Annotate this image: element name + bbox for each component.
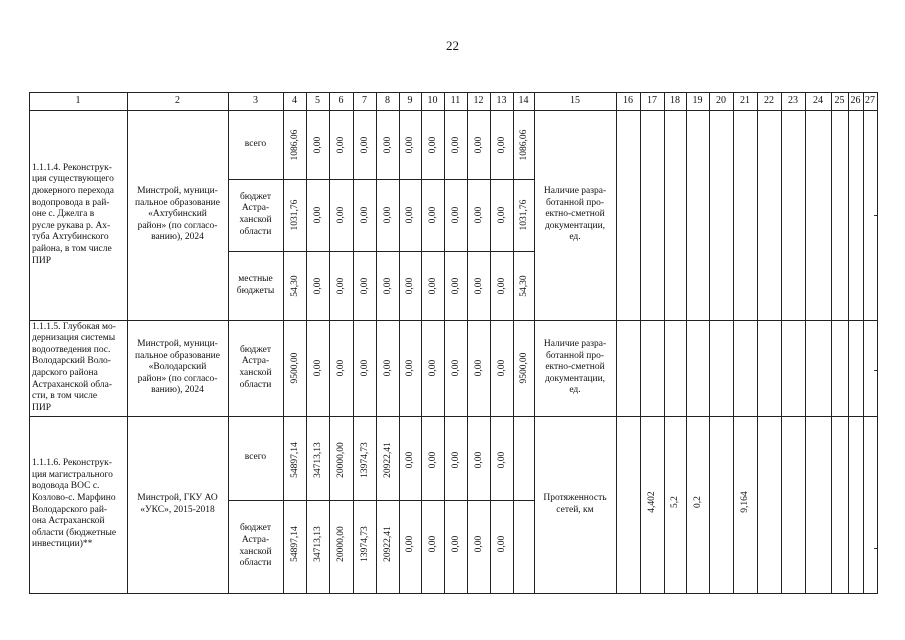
funding-source-line: Астра-	[241, 203, 270, 214]
funding-value: 0,00	[336, 277, 346, 294]
table-rule	[709, 92, 710, 593]
measure-executor-line: Минстрой, муници-	[137, 339, 218, 350]
table-rule	[664, 92, 665, 593]
funding-value: 0,00	[496, 535, 507, 553]
column-header: 17	[647, 95, 657, 106]
page-number: 22	[446, 38, 459, 53]
funding-value: 0,00	[450, 359, 461, 377]
column-header: 10	[427, 95, 438, 106]
column-header: 21	[740, 95, 750, 106]
column-header: 11	[450, 95, 461, 106]
measure-name-line: сти, в том числе	[32, 391, 98, 402]
funding-source	[231, 320, 280, 416]
column-header: 22	[764, 95, 774, 106]
funding-value: 0,00	[312, 359, 323, 377]
table-rule	[353, 92, 354, 593]
measure-executor-line: район» (по согласо-	[137, 220, 218, 231]
result-value: 5,2	[670, 496, 680, 508]
funding-source	[231, 500, 280, 593]
table-rule	[306, 92, 307, 593]
table-rule	[329, 92, 330, 593]
measure-indicator-line: документации,	[544, 373, 606, 384]
funding-value: 0,00	[427, 277, 438, 294]
measure-executor-line: пальное образование	[135, 350, 220, 361]
funding-value: 0,00	[336, 359, 346, 377]
funding-value: 0,00	[405, 206, 415, 224]
funding-value: 0,00	[359, 277, 370, 294]
column-header: 19	[692, 95, 703, 106]
funding-value: 9500,00	[289, 352, 300, 384]
column-header: 14	[518, 95, 529, 106]
measure-name-line: дюкерного перехода	[32, 186, 114, 197]
measure-indicator-line: ед.	[569, 385, 581, 396]
funding-value: 1031,76	[518, 199, 529, 231]
margin-mark	[874, 215, 877, 216]
funding-source	[231, 110, 280, 179]
measure-indicator-line: ботанной про-	[545, 197, 605, 208]
funding-source-line: Астра-	[241, 356, 270, 367]
funding-value: 0,00	[359, 136, 370, 153]
funding-value: 1031,76	[289, 199, 300, 231]
measure-name-line: инвестиции)**	[32, 539, 93, 550]
measure-indicator	[537, 320, 613, 416]
funding-value: 0,00	[473, 359, 484, 377]
column-header: 3	[253, 95, 258, 106]
column-header: 18	[670, 95, 680, 106]
measure-indicator-line: документации,	[544, 220, 606, 231]
funding-value: 0,00	[496, 206, 507, 224]
funding-value: 20000,00	[336, 442, 346, 478]
result-value: 0,2	[692, 496, 703, 508]
funding-value: 0,00	[382, 206, 393, 224]
funding-value: 20000,00	[336, 526, 346, 562]
measure-name-line: 1.1.1.5. Глубокая мо-	[32, 321, 116, 332]
measure-indicator-line: ектно-сметной	[545, 362, 605, 373]
table-rule	[421, 92, 422, 593]
funding-value: 0,00	[382, 359, 393, 377]
measure-indicator-line: ед.	[569, 232, 581, 243]
table-rule	[490, 92, 491, 593]
funding-source-line: всего	[244, 138, 267, 149]
funding-source-line: бюджет	[239, 344, 272, 355]
funding-value: 0,00	[427, 535, 438, 553]
funding-source-line: ханской	[239, 546, 272, 557]
column-header: 9	[407, 95, 413, 106]
funding-value: 0,00	[427, 359, 438, 377]
measure-name-line: района, в том числе	[32, 243, 112, 254]
funding-value: 0,00	[427, 206, 438, 224]
column-header: 7	[362, 95, 367, 106]
funding-value: 0,00	[450, 535, 461, 553]
measure-name-line: ПИР	[32, 402, 52, 413]
funding-value: 0,00	[427, 136, 438, 153]
measure-executor-line: пальное образование	[135, 197, 220, 208]
table-rule	[616, 92, 617, 593]
funding-value: 0,00	[382, 136, 393, 153]
funding-value: 0,00	[473, 136, 484, 153]
funding-value: 0,00	[496, 359, 507, 377]
funding-value: 0,00	[359, 359, 370, 377]
measure-executor-line: Минстрой, ГКУ АО	[137, 492, 218, 503]
column-header: 13	[496, 95, 507, 106]
column-header: 12	[473, 95, 484, 106]
table-rule	[733, 92, 734, 593]
funding-value: 0,00	[496, 136, 507, 153]
funding-source-line: области	[239, 558, 272, 569]
funding-value: 0,00	[359, 206, 370, 224]
funding-value: 0,00	[496, 451, 507, 469]
measure-name	[32, 110, 124, 320]
measure-name-line: Козлово-с. Марфино	[32, 492, 116, 503]
measure-name-line: водовода ВОС с.	[32, 481, 100, 492]
margin-mark	[874, 370, 877, 371]
measure-executor-line: «Володарский	[148, 362, 207, 373]
measure-indicator-line: ектно-сметной	[545, 209, 605, 220]
funding-value: 0,00	[496, 277, 507, 294]
result-value: 9,164	[740, 491, 750, 513]
measure-indicator	[537, 110, 613, 320]
measure-executor	[130, 320, 225, 416]
funding-value: 0,00	[405, 359, 415, 377]
column-header: 25	[834, 95, 845, 106]
measure-executor	[130, 110, 225, 320]
funding-source	[231, 179, 280, 251]
funding-source-line: всего	[244, 452, 267, 463]
measure-name-line: 1.1.1.6. Реконструк-	[32, 458, 112, 469]
result-value: 4,402	[647, 491, 657, 513]
funding-source-line: области	[239, 226, 272, 237]
funding-source-line: Астра-	[241, 534, 270, 545]
funding-source	[231, 416, 280, 500]
funding-value: 0,00	[336, 136, 346, 153]
funding-value: 1086,06	[289, 129, 300, 160]
measure-name-line: ПИР	[32, 255, 52, 266]
column-header: 6	[338, 95, 344, 106]
funding-source-line: бюджет	[239, 191, 272, 202]
funding-source	[231, 251, 280, 320]
funding-value: 13974,73	[359, 526, 370, 562]
table-rule	[686, 92, 687, 593]
column-header: 20	[716, 95, 726, 106]
measure-name-line: дернизация системы	[32, 333, 116, 344]
funding-value: 0,00	[427, 451, 438, 469]
table-rule	[29, 92, 30, 593]
funding-value: 20922,41	[382, 526, 393, 562]
funding-value: 34713,13	[312, 442, 323, 478]
table-rule	[863, 92, 864, 593]
measure-name-line: области (бюджетные	[32, 527, 117, 538]
table-rule	[877, 92, 878, 593]
column-header: 2	[175, 95, 180, 106]
funding-value: 0,00	[312, 206, 323, 224]
funding-value: 0,00	[473, 535, 484, 553]
measure-name-line: ция магистрального	[32, 469, 113, 480]
funding-value: 0,00	[382, 277, 393, 294]
funding-value: 13974,73	[359, 442, 370, 478]
measure-executor-line: «Ахтубинский	[148, 209, 207, 220]
measure-name-line: Астраханской обла-	[32, 379, 113, 390]
column-header: 23	[788, 95, 798, 106]
table-rule	[376, 92, 377, 593]
column-header: 5	[315, 95, 320, 106]
funding-value: 0,00	[405, 136, 415, 153]
measure-name-line: Володарский Воло-	[32, 356, 111, 367]
table-rule	[831, 92, 832, 593]
funding-value: 0,00	[312, 136, 323, 153]
measure-name-line: водоотведения пос.	[32, 344, 111, 355]
funding-value: 54897,14	[289, 526, 300, 562]
funding-source-line: ханской	[239, 215, 272, 225]
measure-name-line: дарского района	[32, 368, 98, 378]
measure-executor-line: район» (по согласо-	[137, 373, 218, 384]
measure-executor	[130, 416, 225, 593]
margin-mark	[874, 548, 877, 549]
measure-executor-line: «УКС», 2015-2018	[140, 504, 215, 515]
funding-value: 54,30	[289, 274, 300, 297]
column-header: 8	[385, 95, 390, 106]
funding-value: 0,00	[450, 206, 461, 224]
table-rule	[640, 92, 641, 593]
funding-value: 0,00	[405, 535, 415, 553]
measure-indicator-line: ботанной про-	[545, 350, 605, 361]
measure-indicator	[537, 416, 613, 593]
measure-name-line: водопровода в рай-	[32, 197, 110, 208]
measure-name-line: 1.1.1.4. Реконструк-	[32, 162, 112, 173]
measure-indicator-line: Наличие разра-	[543, 186, 607, 197]
funding-source-line: области	[239, 379, 272, 390]
funding-value: 0,00	[450, 451, 461, 469]
funding-value: 0,00	[473, 277, 484, 294]
funding-value: 0,00	[450, 136, 461, 153]
funding-value: 0,00	[405, 277, 415, 294]
measure-indicator-line: сетей, км	[556, 504, 594, 515]
measure-name-line: ция существующего	[32, 174, 114, 185]
table-rule	[29, 92, 878, 93]
column-header: 26	[850, 95, 861, 106]
table-rule	[848, 92, 849, 593]
table-rule	[781, 92, 782, 593]
table-rule	[534, 92, 535, 593]
funding-value: 0,00	[473, 206, 484, 224]
funding-value: 54897,14	[289, 442, 300, 478]
measure-name-line: она Астраханской	[32, 516, 105, 527]
table-rule	[757, 92, 758, 593]
measure-indicator-line: Протяженность	[543, 492, 607, 503]
measure-name-line: туба Ахтубинского	[32, 232, 109, 243]
funding-value: 0,00	[336, 206, 346, 224]
measure-executor-line: ванию), 2024	[151, 385, 204, 396]
table-rule	[399, 92, 400, 593]
table-rule	[467, 92, 468, 593]
measure-name-line: оне с. Джелга в	[32, 209, 95, 220]
table-rule	[283, 92, 284, 593]
funding-value: 0,00	[312, 277, 323, 294]
funding-value: 9500,00	[518, 352, 529, 384]
table-rule	[29, 593, 878, 594]
column-header: 15	[570, 95, 580, 106]
funding-source-line: бюджеты	[236, 285, 275, 296]
column-header: 16	[623, 95, 633, 106]
measure-name-line: Володарского рай-	[32, 504, 108, 515]
funding-value: 0,00	[473, 451, 484, 469]
funding-value: 34713,13	[312, 526, 323, 562]
column-header: 27	[865, 95, 875, 106]
column-header: 1	[75, 95, 81, 106]
column-header: 24	[813, 95, 823, 106]
funding-value: 20922,41	[382, 442, 393, 478]
measure-name	[32, 320, 124, 416]
table-rule	[513, 92, 514, 593]
funding-value: 0,00	[405, 451, 415, 469]
table-rule	[444, 92, 445, 593]
funding-value: 1086,06	[518, 129, 529, 160]
table-rule	[805, 92, 806, 593]
funding-value: 0,00	[450, 277, 461, 294]
funding-source-line: ханской	[239, 368, 272, 378]
table-rule	[127, 92, 128, 593]
measure-name	[32, 416, 124, 593]
measure-executor-line: Минстрой, муници-	[137, 186, 218, 197]
measure-name-line: русле рукава р. Ах-	[32, 220, 111, 231]
column-header: 4	[292, 95, 297, 106]
table-rule	[228, 92, 229, 593]
measure-indicator-line: Наличие разра-	[543, 339, 607, 350]
measure-executor-line: ванию), 2024	[151, 232, 204, 243]
funding-source-line: бюджет	[239, 523, 272, 534]
funding-value: 54,30	[518, 274, 529, 297]
funding-source-line: местные	[238, 273, 273, 284]
